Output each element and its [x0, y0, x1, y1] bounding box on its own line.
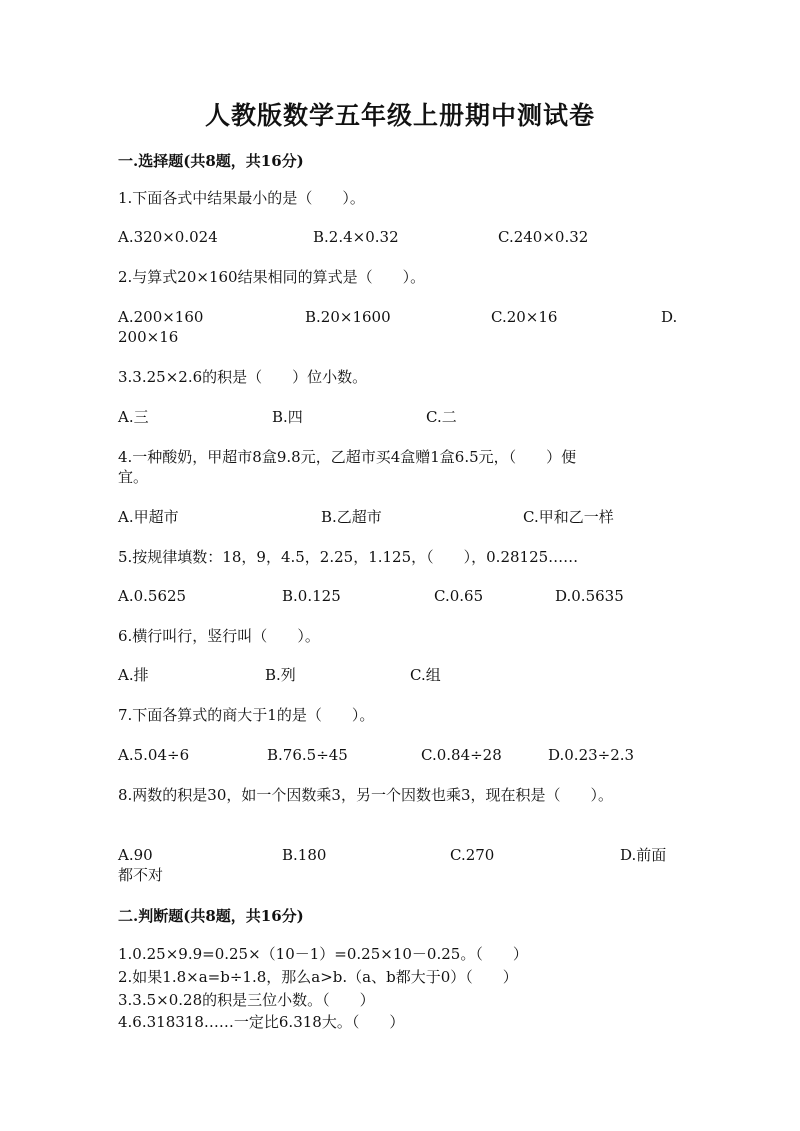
option-a: A.5.04÷6: [118, 746, 190, 764]
option-b: B.20×1600: [305, 308, 391, 326]
option-a: A.三: [118, 408, 149, 426]
option-c: C.甲和乙一样: [523, 508, 614, 526]
question-3: 3.3.25×2.6的积是（ ）位小数。: [118, 368, 368, 386]
options-2: [118, 307, 678, 347]
judgment-question-4: 4.6.318318……一定比6.318大。（ ）: [118, 1013, 405, 1031]
option-b: B.四: [272, 408, 303, 426]
option-c: C.0.65: [434, 587, 484, 605]
option-c: C.组: [410, 666, 441, 684]
option-a: A.200×160: [118, 308, 204, 326]
option-b: B.76.5÷45: [267, 746, 348, 764]
option-d: D.前面: [620, 846, 667, 864]
question-4: 4.一种酸奶，甲超市8盒9.8元，乙超市买4盒赠1盒6.5元，（ ）便: [118, 448, 577, 466]
question-6: 6.横行叫行，竖行叫（ ）。: [118, 627, 320, 645]
option-b: B.2.4×0.32: [313, 228, 399, 246]
option-b: B.0.125: [282, 587, 341, 605]
question-4-continued: 宜。: [118, 468, 149, 486]
options-6: [118, 665, 678, 685]
option-c: C.二: [426, 408, 457, 426]
judgment-question-3: 3.3.5×0.28的积是三位小数。（ ）: [118, 991, 375, 1009]
options-5: [118, 586, 678, 606]
question-2: 2.与算式20×160结果相同的算式是（ ）。: [118, 268, 426, 286]
options-7: [118, 745, 678, 765]
options-8: [118, 845, 678, 885]
question-5: 5.按规律填数：18，9，4.5，2.25，1.125，（ ），0.28125……: [118, 548, 579, 566]
option-b: B.乙超市: [321, 508, 382, 526]
option-a: A.排: [118, 666, 149, 684]
question-8: 8.两数的积是30，如一个因数乘3，另一个因数也乘3，现在积是（ ）。: [118, 786, 613, 804]
option-d-continued: 200×16: [118, 328, 179, 346]
section-heading-choice: 一.选择题(共8题，共16分): [118, 152, 304, 170]
option-a: A.甲超市: [118, 508, 179, 526]
option-c: C.0.84÷28: [421, 746, 502, 764]
option-a: A.90: [118, 846, 153, 864]
option-c: C.240×0.32: [498, 228, 589, 246]
option-d-continued: 都不对: [118, 866, 164, 884]
option-d: D.: [661, 308, 678, 326]
options-1: [118, 227, 678, 247]
judgment-question-1: 1.0.25×9.9=0.25×（10－1）=0.25×10－0.25。（ ）: [118, 945, 528, 963]
option-c: C.270: [450, 846, 495, 864]
options-4: [118, 507, 678, 527]
option-c: C.20×16: [491, 308, 558, 326]
page-title: 人教版数学五年级上册期中测试卷: [204, 101, 595, 130]
question-7: 7.下面各算式的商大于1的是（ ）。: [118, 706, 375, 724]
option-b: B.列: [265, 666, 296, 684]
option-d: D.0.23÷2.3: [548, 746, 635, 764]
option-a: A.0.5625: [118, 587, 187, 605]
option-a: A.320×0.024: [118, 228, 218, 246]
judgment-question-2: 2.如果1.8×a=b÷1.8，那么a>b.（a、b都大于0）（ ）: [118, 968, 518, 986]
option-b: B.180: [282, 846, 327, 864]
question-1: 1.下面各式中结果最小的是（ ）。: [118, 189, 365, 207]
section-heading-judgment: 二.判断题(共8题，共16分): [118, 907, 304, 925]
options-3: [118, 407, 678, 427]
option-d: D.0.5635: [555, 587, 624, 605]
